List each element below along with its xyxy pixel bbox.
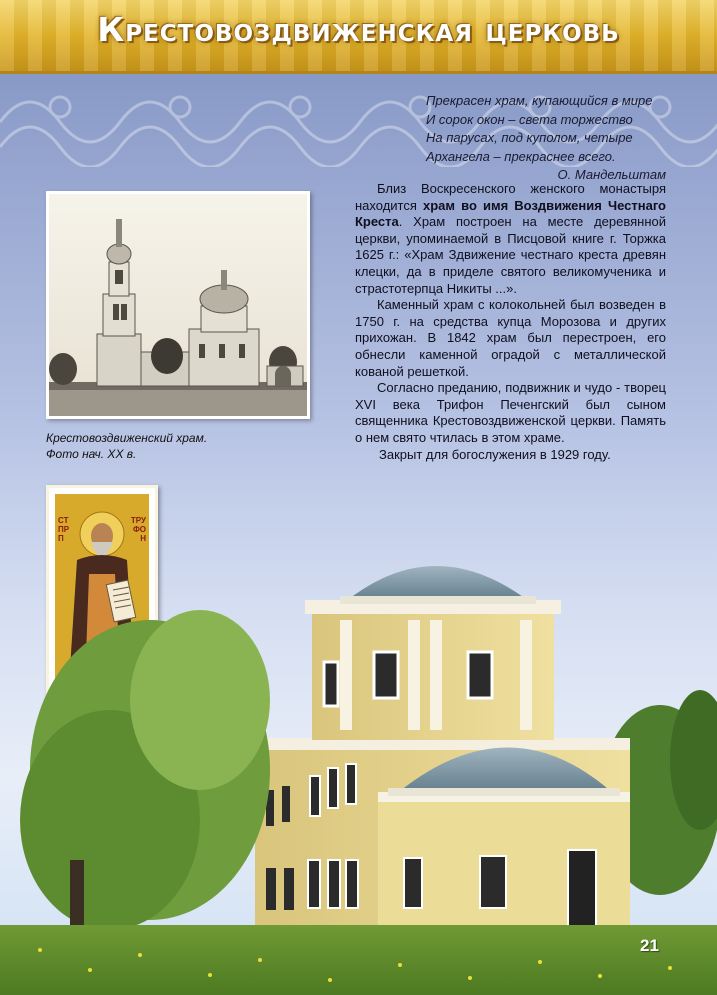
church-photo — [0, 480, 717, 995]
paragraph: Согласно преданию, подвижник и чудо - творец XVI века Трифон Печенгский был сыном священника Крестовоздвиженской церкви. Память о нем свято чтилась в этом храме. — [355, 380, 666, 445]
page-number: 21 — [640, 936, 659, 955]
paragraph — [355, 181, 666, 297]
epigraph — [360, 92, 666, 185]
epigraph-line: Архангела – прекраснее всего. — [426, 148, 616, 164]
epigraph-line: Прекрасен храм, купающийся в мире — [426, 93, 653, 108]
caption-line: Крестовоздвиженский храм. — [46, 431, 208, 445]
article-body — [355, 181, 666, 463]
church-name-bold: храм во имя Воздвижения Честнаго Креста — [355, 197, 667, 230]
epigraph-line: На парусах, под куполом, четыре — [426, 130, 633, 145]
icon-inscription-right: ТРУ ФОН — [130, 516, 146, 543]
historic-church-drawing — [49, 194, 307, 416]
paragraph: Каменный храм с колокольней был возведен в 1750 г. на средства купца Морозова и других прихожан. В 1842 храм был перестроен, его обнесли каменной оградой с металлической кованой решеткой. — [355, 297, 666, 379]
paragraph-text: Близ Воскресенского женского монастыря находится — [355, 181, 666, 213]
caption-line: Фото нач. XX в. — [46, 447, 137, 461]
paragraph-closing: Закрыт для богослужения в 1929 году. — [379, 446, 611, 462]
epigraph-line: И сорок окон – света торжество — [426, 111, 633, 127]
title-banner — [0, 0, 717, 74]
page-title: Крестовоздвиженская церковь — [97, 10, 620, 49]
historic-photo-caption — [46, 430, 266, 462]
icon-inscription-left: СТ ПРП — [58, 516, 70, 543]
epigraph-author: О. Мандельштам — [557, 167, 666, 182]
paragraph-text: . Храм построен на месте деревянной церкви, упоминаемой в Писцовой книге г. Торжка 1625 г.: «Храм Здвижение честнаго креста древян клецки, да в приделе святого великомученика и страстотерпца Никиты ...». — [355, 214, 666, 296]
historic-church-photo — [46, 191, 310, 419]
